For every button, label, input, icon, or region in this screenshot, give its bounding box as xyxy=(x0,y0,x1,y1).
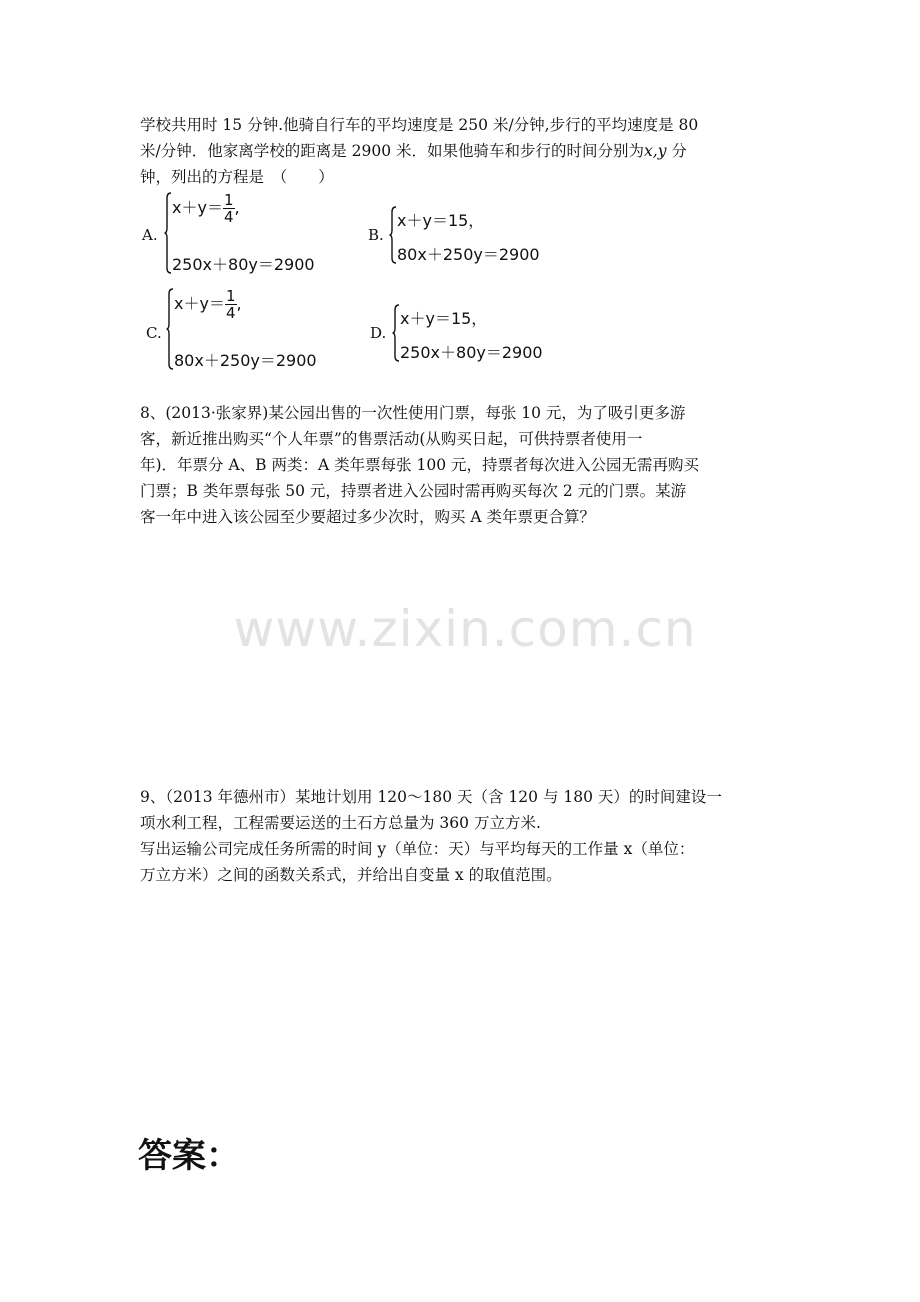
q8-line: 门票；B 类年票每张 50 元，持票者进入公园时需再购买每次 2 元的门票。某游 xyxy=(140,482,687,500)
question-8-text xyxy=(140,400,790,530)
option-c-system xyxy=(166,288,338,370)
q7-line-3: 钟，列出的方程是 （ ） xyxy=(140,168,334,186)
option-b-equation-2: 80x＋250y＝2900 xyxy=(397,245,540,264)
q8-line: 客，新近推出购买“个人年票”的售票活动(从购买日起，可供持票者使用一 xyxy=(140,430,643,448)
option-c-label: C. xyxy=(146,324,162,342)
option-a-system xyxy=(164,192,334,274)
question-7-text xyxy=(140,112,790,190)
q9-line: 项水利工程，工程需要运送的土石方总量为 360 万立方米. xyxy=(140,814,541,832)
q8-line: 年)．年票分 A、B 两类：A 类年票每张 100 元，持票者每次进入公园无需再购买 xyxy=(140,456,700,474)
brace-icon xyxy=(392,304,400,362)
option-d-system xyxy=(392,304,564,362)
watermark: www.zixin.com.cn xyxy=(233,600,697,658)
option-a-label: A. xyxy=(142,226,158,244)
answer-heading: 答案： xyxy=(138,1136,240,1176)
option-d-equation-1: x＋y＝15， xyxy=(400,309,488,328)
q8-line: 客一年中进入该公园至少要超过多少次时，购买 A 类年票更合算？ xyxy=(140,508,596,526)
question-9-text xyxy=(140,784,790,888)
q9-line: 写出运输公司完成任务所需的时间 y（单位：天）与平均每天的工作量 x（单位： xyxy=(140,840,695,858)
option-c-equation-1: x＋y＝ $\frac{1}{4}$ , xyxy=(174,287,242,322)
option-a-equation-2: 250x＋80y＝2900 xyxy=(172,255,315,274)
option-b-system xyxy=(389,206,559,264)
q8-line: 8、(2013·张家界)某公园出售的一次性使用门票，每张 10 元，为了吸引更多游 xyxy=(140,404,686,422)
q7-line-1: 学校共用时 15 分钟.他骑自行车的平均速度是 250 米/分钟,步行的平均速度是 80 xyxy=(140,116,699,134)
brace-icon xyxy=(166,288,174,370)
option-b-equation-1: x＋y＝15， xyxy=(397,211,485,230)
fraction: $\frac{1}{4}$ xyxy=(223,191,234,226)
q7-line-2: 米/分钟．他家离学校的距离是 2900 米．如果他骑车和步行的时间分别为x,y 分 xyxy=(140,142,687,160)
fraction: $\frac{1}{4}$ xyxy=(225,287,236,322)
option-c-equation-2: 80x＋250y＝2900 xyxy=(174,351,317,370)
option-a-equation-1: x＋y＝ $\frac{1}{4}$ , xyxy=(172,191,240,226)
q9-line: 万立方米）之间的函数关系式，并给出自变量 x 的取值范围。 xyxy=(140,866,562,884)
option-d-label: D. xyxy=(370,324,387,342)
q9-line: 9、（2013 年德州市）某地计划用 120～180 天（含 120 与 180 天）的时间建设一 xyxy=(140,788,722,806)
q7-variables: x,y xyxy=(644,142,667,160)
option-b-label: B. xyxy=(368,226,384,244)
brace-icon xyxy=(389,206,397,264)
option-d-equation-2: 250x＋80y＝2900 xyxy=(400,343,543,362)
brace-icon xyxy=(164,192,172,274)
